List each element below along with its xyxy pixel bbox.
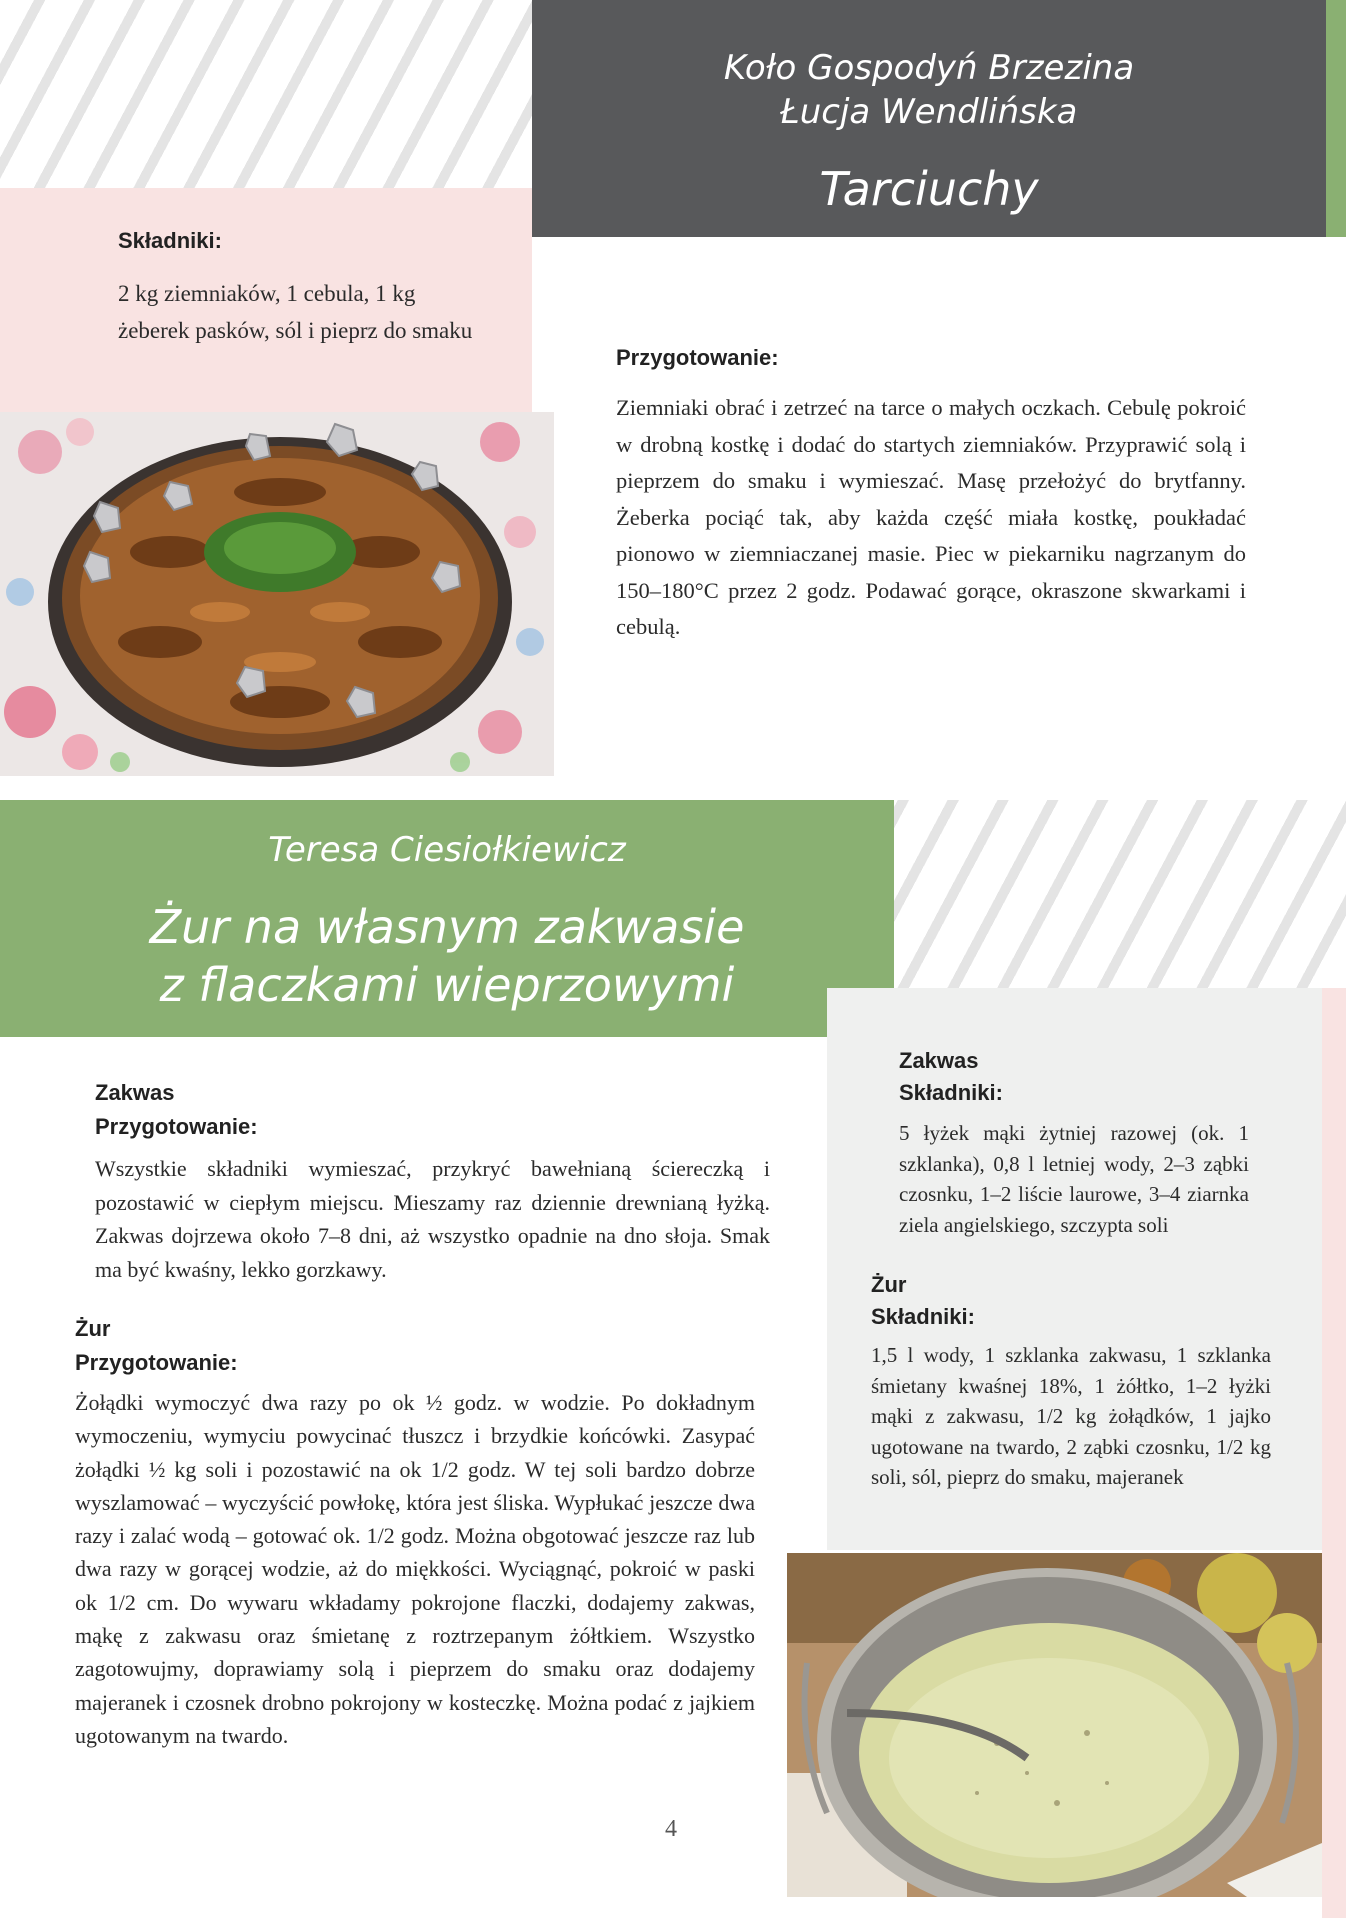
recipe2-ingredients-box [827,988,1346,1550]
recipe2-author: Teresa Ciesiołkiewicz [268,830,626,870]
recipe1-ingredients-label: Składniki: [118,228,222,253]
recipe1-ingredients-text: 2 kg ziemniaków, 1 cebula, 1 kg żeberek pasków, sól i pieprz do smaku [118,281,473,343]
zakwas-preparation-label: Przygotowanie: [95,1114,258,1139]
zakwas-preparation-text: Wszystkie składniki wymieszać, przykryć bawełnianą ściereczką i pozostawić w ciepłym miejscu. Mieszamy raz dziennie drewnianą łyżką. Zakwas dojrzewa około 7–8 dni, aż wszystko opadnie na dno słoja. Smak ma być kwaśny, lekko gorzkawy. [95,1156,770,1282]
zur-photo [787,1553,1322,1897]
zur-illustration [787,1553,1322,1897]
side-zur-heading: Żur [871,1272,907,1297]
recipe1-header [532,0,1326,237]
zur-preparation-label: Przygotowanie: [75,1350,238,1375]
side-zakwas-ingredients-label: Składniki: [899,1080,1003,1105]
recipe1-preparation-label: Przygotowanie: [616,345,779,370]
recipe2-title-line2: z flaczkami wieprzowymi [159,958,735,1012]
recipe1-preparation-text: Ziemniaki obrać i zetrzeć na tarce o małych oczkach. Cebulę pokroić w drobną kostkę i dodać do startych ziemniaków. Przyprawić solą i pieprzem do smaku i wymieszać. Masę przełożyć do brytfanny. Żeberka pociąć tak, aby każda część miała kostkę, poukładać pionowo w ziemniaczanej masie. Piec w piekarniku nagrzanym do 150–180°C przez 2 godz. Podawać gorące, okraszone skwarkami i cebulą. [616,395,1246,639]
side-zur-ingredients-text: 1,5 l wody, 1 szklanka zakwasu, 1 szklanka śmietany kwaśnej 18%, 1 żółtko, 1–2 łyżki mąki z zakwasu, 1/2 kg żołądków, 1 jajko ugotowane na twardo, 2 ząbki czosnku, 1/2 kg soli, sól, pieprz do smaku, majeranek [871,1343,1271,1489]
recipe2-header [0,800,894,1037]
recipe1-author-line2: Łucja Wendlińska [780,92,1078,132]
recipe2-title-line1: Żur na własnym zakwasie [149,900,745,954]
zur-heading: Żur [75,1316,111,1341]
zur-preparation-text: Żołądki wymoczyć dwa razy po ok ½ godz. w wodzie. Po dokładnym wymoczeniu, wymyciu powycinać tłuszcz i brzydkie końcówki. Zasypać żołądki ½ kg soli i pozostawić na ok 1/2 godz. W tej soli bardzo dobrze wyszlamować – wyczyścić powłokę, która jest śliska. Wypłukać jeszcze dwa razy i zalać wodą – gotować ok. 1/2 godz. Można obgotować jeszcze raz lub dwa razy w gorącej wodzie, aż do miękkości. Wyciągnąć, pokroić w paski ok 1/2 cm. Do wywaru wkładamy pokrojone flaczki, dodajemy zakwas, mąkę z zakwasu oraz śmietanę z roztrzepanym żółtkiem. Wszystko zagotowujmy, doprawiamy solą i pieprzem do smaku oraz dodajemy majeranek i czosnek drobno pokrojony w kosteczkę. Można podać z jajkiem ugotowanym na twardo. [75,1390,755,1748]
decorative-stripes-middle [894,800,1346,988]
side-zur-ingredients-label: Składniki: [871,1304,975,1329]
recipe1-title: Tarciuchy [819,162,1039,216]
accent-strip-right [1322,988,1346,1918]
tarciuchy-illustration [0,412,554,776]
tarciuchy-photo [0,412,554,776]
zakwas-heading: Zakwas [95,1080,175,1105]
side-zakwas-heading: Zakwas [899,1048,979,1073]
recipe1-ingredients-box [0,188,532,412]
side-zakwas-ingredients-text: 5 łyżek mąki żytniej razowej (ok. 1 szklanka), 0,8 l letniej wody, 2–3 ząbki czosnku, 1–2 liście laurowe, 3–4 ziarnka ziela angielskiego, szczypta soli [899,1121,1249,1237]
page-number: 4 [665,1816,677,1842]
accent-tab [1326,0,1346,237]
decorative-stripes-top [0,0,532,188]
recipe1-author-line1: Koło Gospodyń Brzezina [723,48,1135,88]
